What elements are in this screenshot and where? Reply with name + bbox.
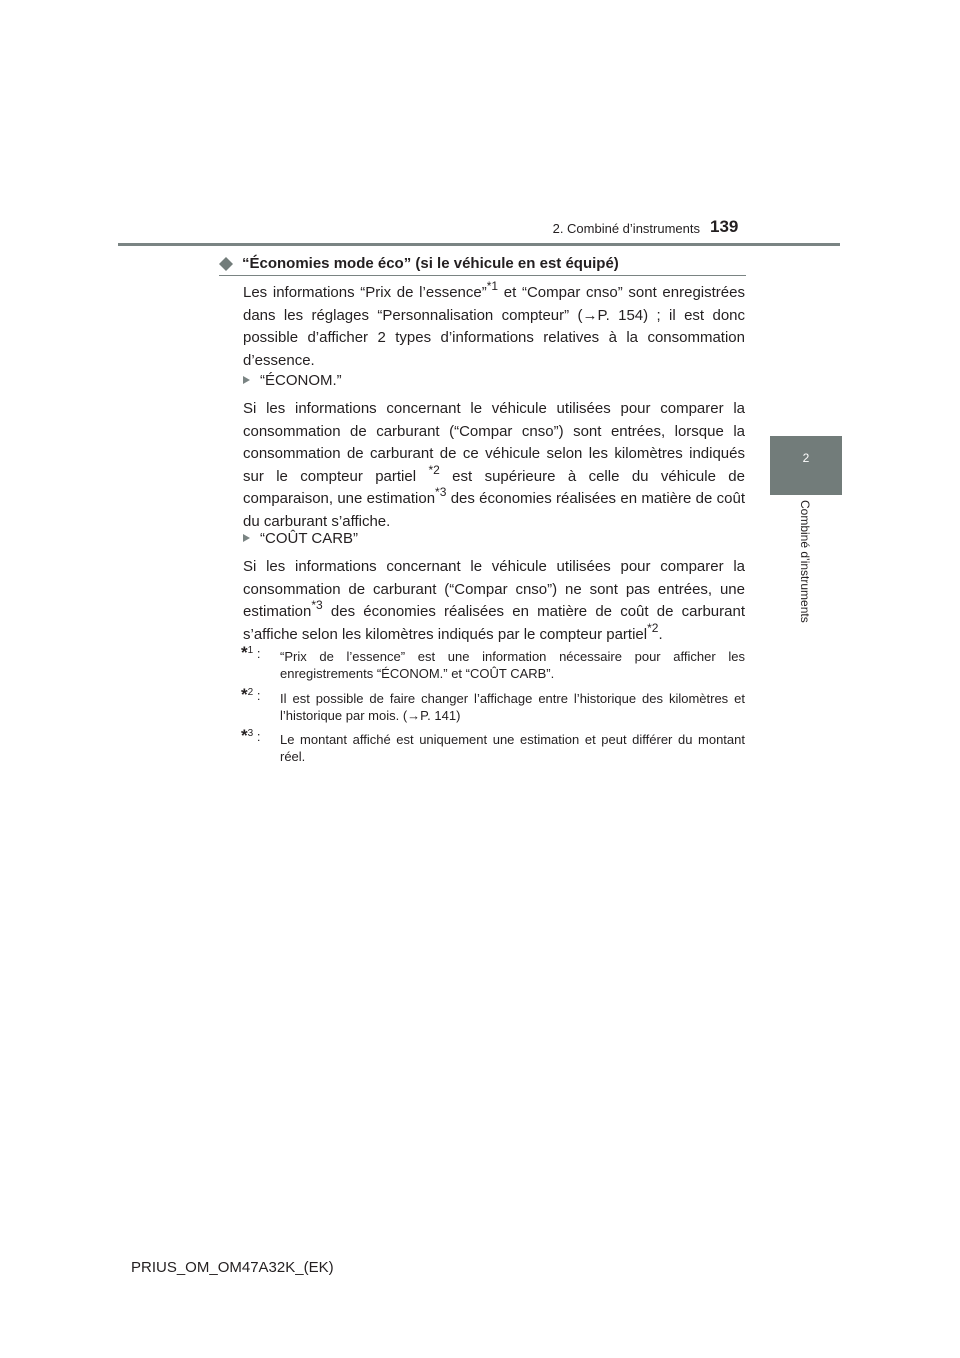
footnote-text: Le montant affiché est uniquement une estimation et peut différer du montant réel. xyxy=(280,732,745,764)
document-code: PRIUS_OM_OM47A32K_(EK) xyxy=(131,1259,334,1276)
paragraph-text: Si les informations concernant le véhicule utilisées pour comparer la consommation de carburant (“Compar cnso”) ne sont pas entrées, une estimation xyxy=(243,558,745,620)
footnote-marker: *$^1$ : xyxy=(241,643,261,662)
page-number: 139 xyxy=(710,217,739,236)
footnote-ref: *3 xyxy=(311,598,323,612)
chapter-tab-label xyxy=(796,500,816,635)
diamond-bullet-icon xyxy=(219,257,233,271)
intro-text-2: et “Compar cnso” sont enregistrées dans les réglages “Personnalisation compteur” ( xyxy=(243,284,745,324)
footnote-marker: *$^3$ : xyxy=(241,726,261,745)
chapter-tab xyxy=(770,436,842,495)
list-item-label: “COÛT CARB” xyxy=(260,530,359,547)
list-item-paragraph xyxy=(243,398,745,533)
list-item-label: “ÉCONOM.” xyxy=(260,372,342,389)
list-item-heading xyxy=(243,530,358,547)
footnote-ref: *3 xyxy=(435,485,447,499)
footnote-text: “Prix de l’essence” est une information nécessaire pour afficher les enregistrements “ÉCONOM.” et “COÛT CARB”. xyxy=(280,649,745,681)
section-divider xyxy=(219,275,746,276)
footnote-ref: *2 xyxy=(428,462,440,477)
footnote-ref: *2 xyxy=(647,620,659,635)
section-title: “Économies mode éco” (si le véhicule en est équipé) xyxy=(242,255,619,272)
footnote-ref: *1 xyxy=(486,279,499,293)
intro-text-1: Les informations “Prix de l’essence” xyxy=(243,284,487,301)
running-header-section: 2. Combiné d’instruments xyxy=(552,221,700,236)
header-divider xyxy=(118,243,840,246)
footnote-text: Il est possible de faire changer l’affichage entre l’historique des kilomètres et l’historique par mois. (→P. 141) xyxy=(280,691,745,723)
triangle-bullet-icon xyxy=(243,534,250,542)
intro-paragraph xyxy=(243,279,745,372)
chapter-tab-number: 2 xyxy=(802,451,810,465)
arrow-right-icon: → xyxy=(407,708,421,723)
arrow-right-icon: → xyxy=(582,306,598,324)
paragraph-text: Si les informations concernant le véhicule utilisées pour comparer la consommation de carburant (“Compar cnso”) sont entrées, lorsque la consommation de carburant de ce véhicule selon les kilomètres indiqués sur le compteur partiel xyxy=(243,400,745,485)
footnote-marker: *$^2$ : xyxy=(241,685,261,704)
triangle-bullet-icon xyxy=(243,376,250,384)
intro-text-3: P. 154) ; il est donc possible d’afficher 2 types d’informations relatives à la consommation d’essence. xyxy=(243,306,745,369)
paragraph-text: est supérieure à celle du véhicule de comparaison, une estimation xyxy=(243,467,745,507)
list-item-paragraph xyxy=(243,556,745,646)
list-item-heading xyxy=(243,372,342,389)
paragraph-text: des économies réalisées en matière de coût du carburant s’affiche. xyxy=(243,490,745,530)
paragraph-text: . xyxy=(658,625,663,643)
paragraph-text: des économies réalisées en matière de coût de carburant s’affiche selon les kilomètres indiqués par le compteur partiel xyxy=(243,603,745,643)
chapter-tab-label-text: Combiné d’instruments xyxy=(798,500,812,623)
